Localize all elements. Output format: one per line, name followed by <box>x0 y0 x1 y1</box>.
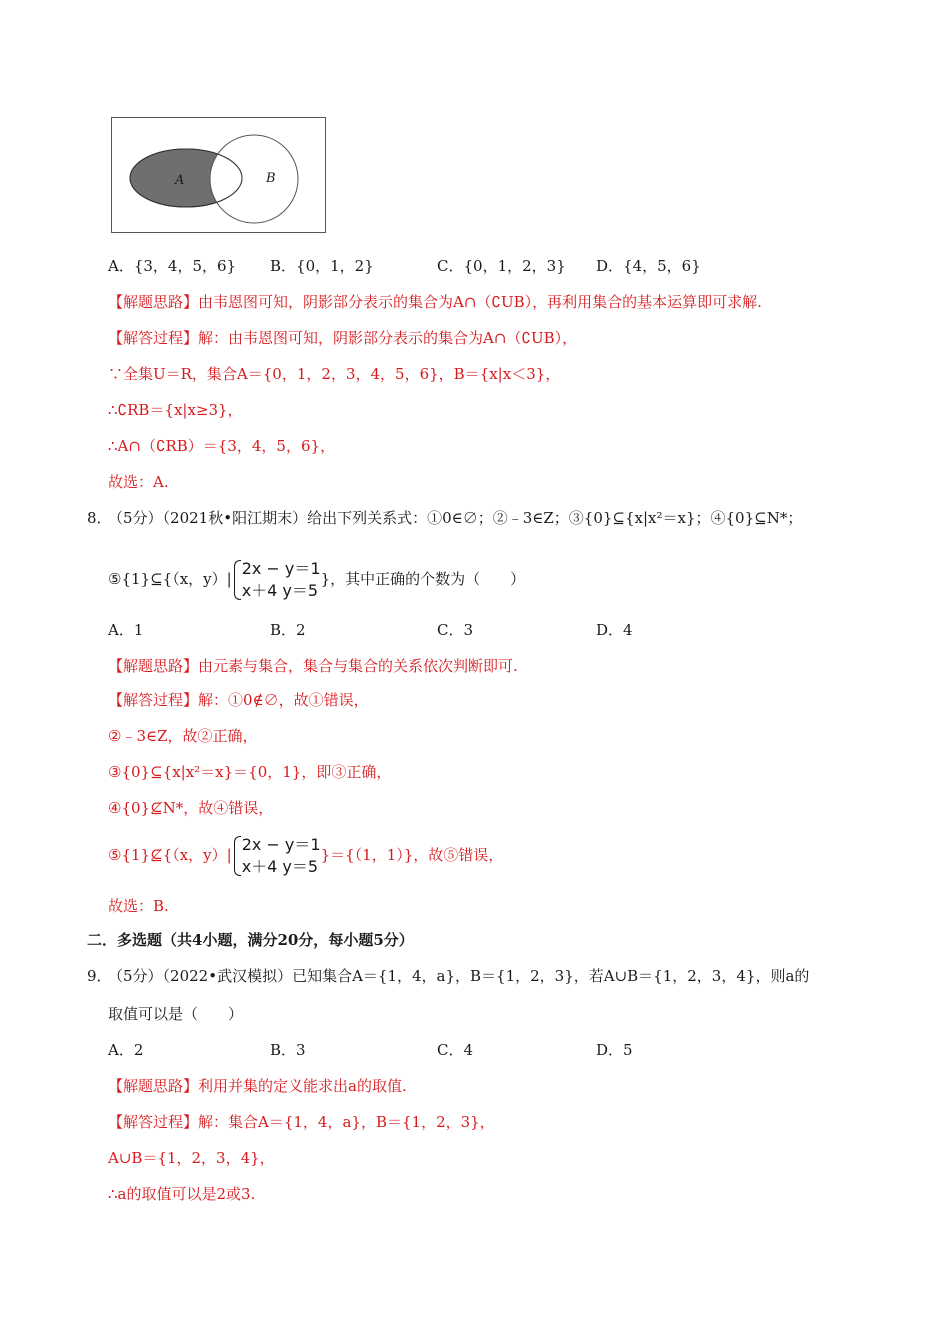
q8-equation-2: x＋4 y＝5 <box>241 581 319 600</box>
q7-step-2: ∴∁RB＝{x|x≥3}， <box>108 401 243 419</box>
q9-idea-tag: 【解题思路】 <box>108 1077 199 1095</box>
q7-option-c: C．{0，1，2，3} <box>437 257 566 275</box>
q7-option-a: A．{3，4，5，6} <box>108 257 237 275</box>
q8-step-5-equation-2: x＋4 y＝5 <box>241 857 319 876</box>
q9-option-a: A．2 <box>108 1041 144 1059</box>
q8-step-5-equation-system <box>234 834 321 878</box>
q7-option-d: D．{4，5，6} <box>596 257 701 275</box>
q9-idea <box>108 1076 407 1096</box>
q8-option-a: A．1 <box>108 621 144 639</box>
q8-step-2: ②﹣3∈Z，故②正确， <box>108 727 258 745</box>
q9-step-3: ∴a的取值可以是2或3. <box>108 1185 256 1203</box>
q7-idea <box>108 292 762 312</box>
venn-diagram <box>111 117 326 233</box>
q9-step-2: A∪B＝{1，2，3，4}， <box>108 1149 275 1167</box>
q7-step-1: ∵全集U＝R，集合A＝{0，1，2，3，4，5，6}，B＝{x|x＜3}， <box>108 365 561 383</box>
q8-step-4: ④{0}⊈N*，故④错误， <box>108 799 274 817</box>
q7-step-3: ∴A∩（∁RB）＝{3，4，5，6}， <box>108 437 336 455</box>
q7-process <box>108 328 577 348</box>
q7-proc-text: 解：由韦恩图可知，阴影部分表示的集合为A∩（∁UB）， <box>198 329 578 347</box>
q8-step-5-equation-1: 2x − y＝1 <box>241 835 321 854</box>
q8-step-5 <box>108 832 503 878</box>
q8-step-3: ③{0}⊆{x|x²＝x}＝{0，1}，即③正确， <box>108 763 392 781</box>
q8-step-5-post: }＝{（1，1）}，故⑤错误， <box>320 846 504 864</box>
q9-option-d: D．5 <box>596 1041 633 1059</box>
q8-idea-text: 由元素与集合，集合与集合的关系依次判断即可. <box>198 657 518 675</box>
q8-idea <box>108 656 518 676</box>
q8-option-c: C．3 <box>437 621 474 639</box>
q8-process <box>108 690 369 710</box>
q7-idea-text: 由韦恩图可知，阴影部分表示的集合为A∩（∁UB），再利用集合的基本运算即可求解. <box>198 293 762 311</box>
q8-equation-1: 2x − y＝1 <box>241 559 321 578</box>
q8-equation-system <box>234 558 321 602</box>
q8-option-d: D．4 <box>596 621 633 639</box>
q8-idea-tag: 【解题思路】 <box>108 657 199 675</box>
q8-stem-2-post: }，其中正确的个数为（ ） <box>320 570 526 588</box>
q8-step-5-pre: ⑤{1}⊈{（x，y）| <box>108 846 232 864</box>
q8-proc-text: 解：①0∉∅，故①错误， <box>198 691 369 709</box>
q8-answer: 故选：B. <box>108 897 169 915</box>
q9-proc-text: 解：集合A＝{1，4，a}，B＝{1，2，3}， <box>198 1113 495 1131</box>
q8-stem-2 <box>108 556 525 602</box>
q8-number: 8． <box>87 509 112 527</box>
q9-process <box>108 1112 495 1132</box>
q9-proc-tag: 【解答过程】 <box>108 1113 199 1131</box>
q8-option-b: B．2 <box>270 621 306 639</box>
q7-idea-tag: 【解题思路】 <box>108 293 199 311</box>
q9-stem: （5分）（2022•武汉模拟）已知集合A＝{1，4，a}，B＝{1，2，3}，若A∪B＝{1，2，3，4}，则a的 <box>108 967 810 985</box>
q9-stem-2: 取值可以是（ ） <box>108 1005 244 1023</box>
q9-option-c: C．4 <box>437 1041 474 1059</box>
q8-proc-tag: 【解答过程】 <box>108 691 199 709</box>
q7-option-b: B．{0，1，2} <box>270 257 374 275</box>
set-b-label: B <box>266 171 276 186</box>
q7-answer: 故选：A. <box>108 473 169 491</box>
q9-idea-text: 利用并集的定义能求出a的取值. <box>198 1077 407 1095</box>
set-a-label: A <box>175 173 185 188</box>
q9-option-b: B．3 <box>270 1041 306 1059</box>
q9-number: 9． <box>87 967 112 985</box>
q7-proc-tag: 【解答过程】 <box>108 329 199 347</box>
q8-stem-2-pre: ⑤{1}⊆{（x，y）| <box>108 570 232 588</box>
section-2-heading: 二．多选题（共4小题，满分20分，每小题5分） <box>87 931 414 949</box>
q8-stem: （5分）（2021秋•阳江期末）给出下列关系式：①0∈∅；②﹣3∈Z；③{0}⊆{x|x²＝x}；④{0}⊆N*； <box>108 509 803 527</box>
